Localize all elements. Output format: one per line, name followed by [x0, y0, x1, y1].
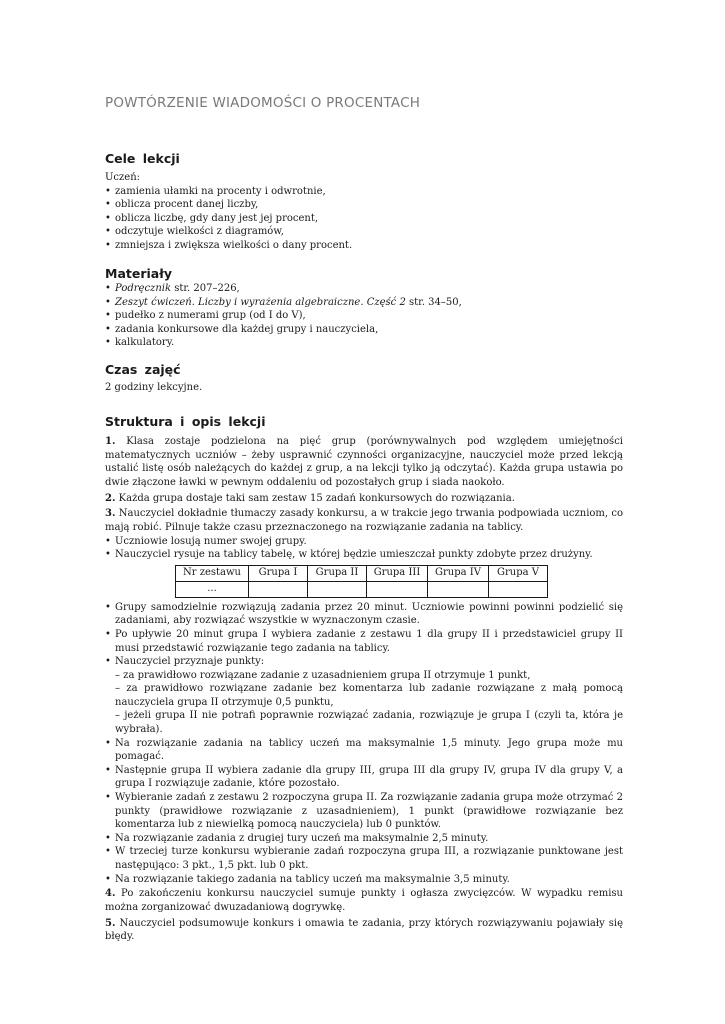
time-text: 2 godziny lekcyjne. [105, 382, 203, 393]
paragraph-text: Nauczyciel podsumowuje konkurs i omawia te zadania, przy których rozwiązywaniu pojawiały się błędy. [105, 917, 623, 943]
table-header-cell: Grupa V [489, 565, 548, 581]
paragraph-number: 4. [105, 888, 116, 900]
structure-paragraph-1 [105, 435, 623, 489]
list-item: • zmniejsza i zwiększa wielkości o dany procent. [105, 239, 623, 253]
list-item: • zamienia ułamki na procenty i odwrotnie, [105, 185, 623, 199]
list-item-text: Nauczyciel przyznaje punkty: [115, 656, 265, 668]
list-item [105, 282, 623, 296]
table-row [176, 581, 548, 597]
material-pages: str. 207–226, [171, 283, 240, 294]
list-item: • W trzeciej turze konkursu wybieranie zadań rozpoczyna grupa III, a rozwiązanie punktowane jest następująco: 3 pkt., 1,5 pkt. lub 0 pkt. [105, 845, 623, 872]
document-title: POWTÓRZENIE WIADOMOŚCI O PROCENTACH [105, 95, 421, 111]
paragraph-number: 1. [105, 436, 116, 447]
goals-heading: Cele lekcji [105, 151, 180, 166]
goals-list [105, 185, 623, 253]
list-item: • pudełko z numerami grup (od I do V), [105, 309, 623, 323]
structure-heading: Struktura i opis lekcji [105, 414, 266, 429]
paragraph-number: 2. [105, 492, 116, 504]
structure-paragraph-3 [105, 507, 623, 534]
sub-item: – za prawidłowo rozwiązane zadanie z uzasadnieniem grupa II otrzymuje 1 punkt, [115, 669, 531, 681]
material-title: Zeszyt ćwiczeń. Liczby i wyrażenia algebraiczne. Część 2 [115, 296, 406, 308]
paragraph-text: Klasa zostaje podzielona na pięć grup (porównywalnych pod względem umiejętności matematycznych uczniów – żeby usprawnić czynności organizacyjne, nauczyciel może przed lekcją ustalić listę osób należących do każdej z grup, a na lekcji tylko ją odczytać). Każda grupa ustawia po dwie złączone ławki w pewnym oddaleniu od pozostałych grup i siada naokoło. [105, 436, 623, 488]
structure-list-b [105, 601, 623, 886]
table-header-row [176, 565, 548, 581]
list-item: • zadania konkursowe dla każdej grupy i nauczyciela, [105, 323, 623, 337]
list-item: • odczytuje wielkości z diagramów, [105, 225, 623, 239]
table-cell: ... [176, 581, 249, 597]
list-item: • Następnie grupa II wybiera zadanie dla grupy III, grupa III dla grupy IV, grupa IV dla grupy V, a grupa I rozwiązuje zadanie, które pozostało. [105, 764, 623, 791]
list-item: • Uczniowie losują numer swojej grupy. [105, 535, 623, 549]
list-item: • Nauczyciel rysuje na tablicy tabelę, w której będzie umieszczał punkty zdobyte przez drużyny. [105, 548, 623, 562]
goals-section [105, 171, 623, 253]
list-item: • kalkulatory. [105, 336, 623, 350]
paragraph-number: 5. [105, 917, 116, 929]
score-table [175, 565, 548, 598]
structure-section [105, 435, 623, 946]
paragraph-text: Każda grupa dostaje taki sam zestaw 15 zadań konkursowych do rozwiązania. [115, 492, 515, 504]
list-item: • Po upływie 20 minut grupa I wybiera zadanie z zestawu 1 dla grupy II i przedstawiciel grupy II musi przedstawić rozwiązanie tego zadania na tablicy. [105, 628, 623, 655]
materials-list [105, 282, 623, 350]
table-cell [489, 581, 548, 597]
table-cell [308, 581, 367, 597]
materials-section [105, 282, 623, 350]
time-heading: Czas zajęć [105, 362, 181, 377]
list-item [105, 296, 623, 310]
goals-intro: Uczeń: [105, 172, 141, 183]
list-item: • oblicza procent danej liczby, [105, 198, 623, 212]
table-header-cell: Grupa III [367, 565, 428, 581]
table-header-cell: Grupa IV [428, 565, 489, 581]
list-item: • Wybieranie zadań z zestawu 2 rozpoczyna grupa II. Za rozwiązanie zadania grupa może otrzymać 2 punkty (prawidłowe rozwiązanie z uzasadnieniem), 1 punkt (prawidłowe rozwiązanie bez komentarza lub z niewielką pomocą nauczyciela) lub 0 punktów. [105, 791, 623, 832]
list-item: • Na rozwiązanie zadania z drugiej tury uczeń ma maksymalnie 2,5 minuty. [105, 832, 623, 846]
structure-paragraph-5 [105, 917, 623, 944]
sub-item: – za prawidłowo rozwiązane zadanie bez komentarza lub zadanie rozwiązane z małą pomocą nauczyciela grupa II otrzymuje 0,5 punktu, [115, 683, 623, 708]
structure-paragraph-2 [105, 492, 623, 506]
table-cell [428, 581, 489, 597]
structure-paragraph-4 [105, 887, 623, 914]
list-item: • oblicza liczbę, gdy dany jest jej procent, [105, 212, 623, 226]
table-header-cell: Grupa I [249, 565, 308, 581]
paragraph-text: Po zakończeniu konkursu nauczyciel sumuje punkty i ogłasza zwycięzców. W wypadku remisu można zorganizować dwuzadaniową dogrywkę. [105, 888, 623, 913]
paragraph-number: 3. [105, 508, 116, 520]
table-cell [367, 581, 428, 597]
table-header-cell: Grupa II [308, 565, 367, 581]
list-item: • Na rozwiązanie takiego zadania na tablicy uczeń ma maksymalnie 3,5 minuty. [105, 873, 623, 887]
table-cell [249, 581, 308, 597]
list-item: • Na rozwiązanie zadania na tablicy uczeń ma maksymalnie 1,5 minuty. Jego grupa może mu pomagać. [105, 737, 623, 764]
list-item: • Grupy samodzielnie rozwiązują zadania przez 20 minut. Uczniowie powinni powinni podzielić się zadaniami, aby rozwiązać wszystkie w wyznaczonym czasie. [105, 601, 623, 628]
table-header-cell: Nr zestawu [176, 565, 249, 581]
sub-item: – jeżeli grupa II nie potrafi poprawnie rozwiązać zadania, rozwiązuje je grupa I (czyli ta, która je wybrała). [115, 710, 623, 736]
structure-list-a [105, 535, 623, 562]
paragraph-text: Nauczyciel dokładnie tłumaczy zasady konkursu, a w trakcie jego trwania podpowiada uczniom, co mają robić. Pilnuje także czasu przeznaczonego na rozwiązanie zadania na tablicy. [105, 508, 623, 533]
list-item [105, 655, 623, 737]
material-title: Podręcznik [115, 283, 172, 294]
materials-heading: Materiały [105, 266, 172, 281]
material-pages: str. 34–50, [405, 296, 462, 308]
